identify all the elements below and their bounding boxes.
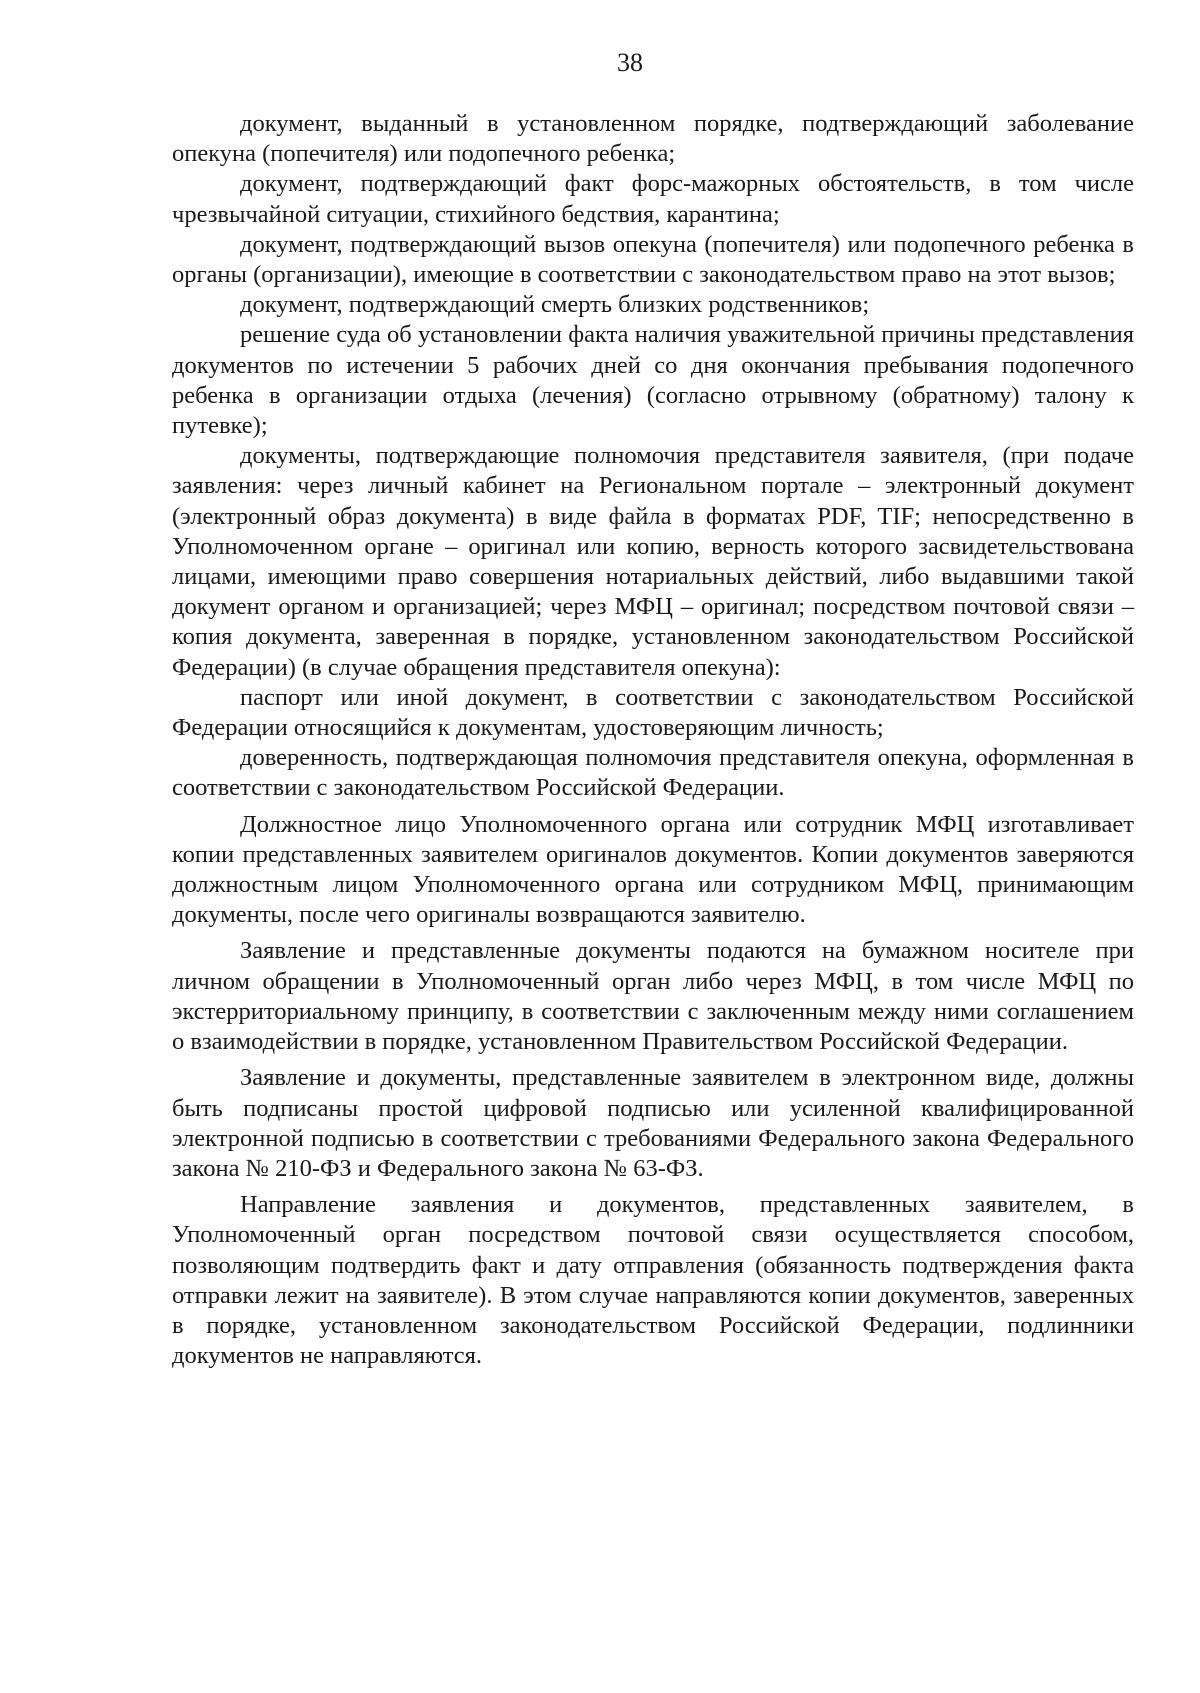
- paragraph-paper-submission: Заявление и представленные документы подаются на бумажном носителе при личном обращении в Уполномоченный орган либо через МФЦ, в том числе МФЦ по экстерриториальному принципу, в соответствии с заключенным между ними соглашением о взаимодействии в порядке, установленном Правительством Российской Федерации.: [172, 937, 1134, 1056]
- paragraph-illness-document: документ, выданный в установленном порядке, подтверждающий заболевание опекуна (попечителя) или подопечного ребенка;: [172, 110, 1134, 168]
- paragraph-summons-document: документ, подтверждающий вызов опекуна (попечителя) или подопечного ребенка в органы (организации), имеющие в соответствии с законодательством право на этот вызов;: [172, 230, 1134, 289]
- paragraph-copies-certification: Должностное лицо Уполномоченного органа или сотрудник МФЦ изготавливает копии представленных заявителем оригиналов документов. Копии документов заверяются должностным лицом Уполномоченного органа или сотрудником МФЦ, принимающим документы, после чего оригиналы возвращаются заявителю.: [172, 810, 1134, 929]
- paragraph-force-majeure-document: документ, подтверждающий факт форс-мажорных обстоятельств, в том числе чрезвычайной ситуации, стихийного бедствия, карантина;: [172, 170, 1134, 228]
- paragraph-electronic-signature: Заявление и документы, представленные заявителем в электронном виде, должны быть подписаны простой цифровой подписью или усиленной квалифицированной электронной подписью в соответствии с требованиями Федерального закона Федерального закона № 210-ФЗ и Федерального закона № 63-ФЗ.: [172, 1064, 1134, 1182]
- paragraph-representative-authority: документы, подтверждающие полномочия представителя заявителя, (при подаче заявления: через личный кабинет на Региональном портале – электронный документ (электронный образ документа) в виде файла в форматах PDF, TIF; непосредственно в Уполномоченном органе – оригинал или копию, верность которого засвидетельствована лицами, имеющими право совершения нотариальных действий, либо выдавшими такой документ органом и организацией; через МФЦ – оригинал; посредством почтовой связи – копия документа, заверенная в порядке, установленном законодательством Российской Федерации) (в случае обращения представителя опекуна):: [172, 442, 1134, 681]
- paragraph-death-document: документ, подтверждающий смерть близких родственников;: [240, 291, 870, 319]
- document-body: [172, 109, 1134, 1371]
- paragraph-passport: паспорт или иной документ, в соответствии с законодательством Российской Федерации относящийся к документам, удостоверяющим личность;: [172, 683, 1134, 742]
- paragraph-postal-submission: Направление заявления и документов, представленных заявителем, в Уполномоченный орган посредством почтовой связи осуществляется способом, позволяющим подтвердить факт и дату отправления (обязанность подтверждения факта отправки лежит на заявителе). В этом случае направляются копии документов, заверенных в порядке, установленном законодательством Российской Федерации, подлинники документов не направляются.: [172, 1191, 1134, 1370]
- paragraph-court-decision: решение суда об установлении факта наличия уважительной причины представления документов по истечении 5 рабочих дней со дня окончания пребывания подопечного ребенка в организации отдыха (лечения) (согласно отрывному (обратному) талону к путевке);: [172, 321, 1134, 440]
- page-number: 38: [617, 48, 643, 77]
- paragraph-power-of-attorney: доверенность, подтверждающая полномочия представителя опекуна, оформленная в соответствии с законодательством Российской Федерации.: [172, 744, 1134, 802]
